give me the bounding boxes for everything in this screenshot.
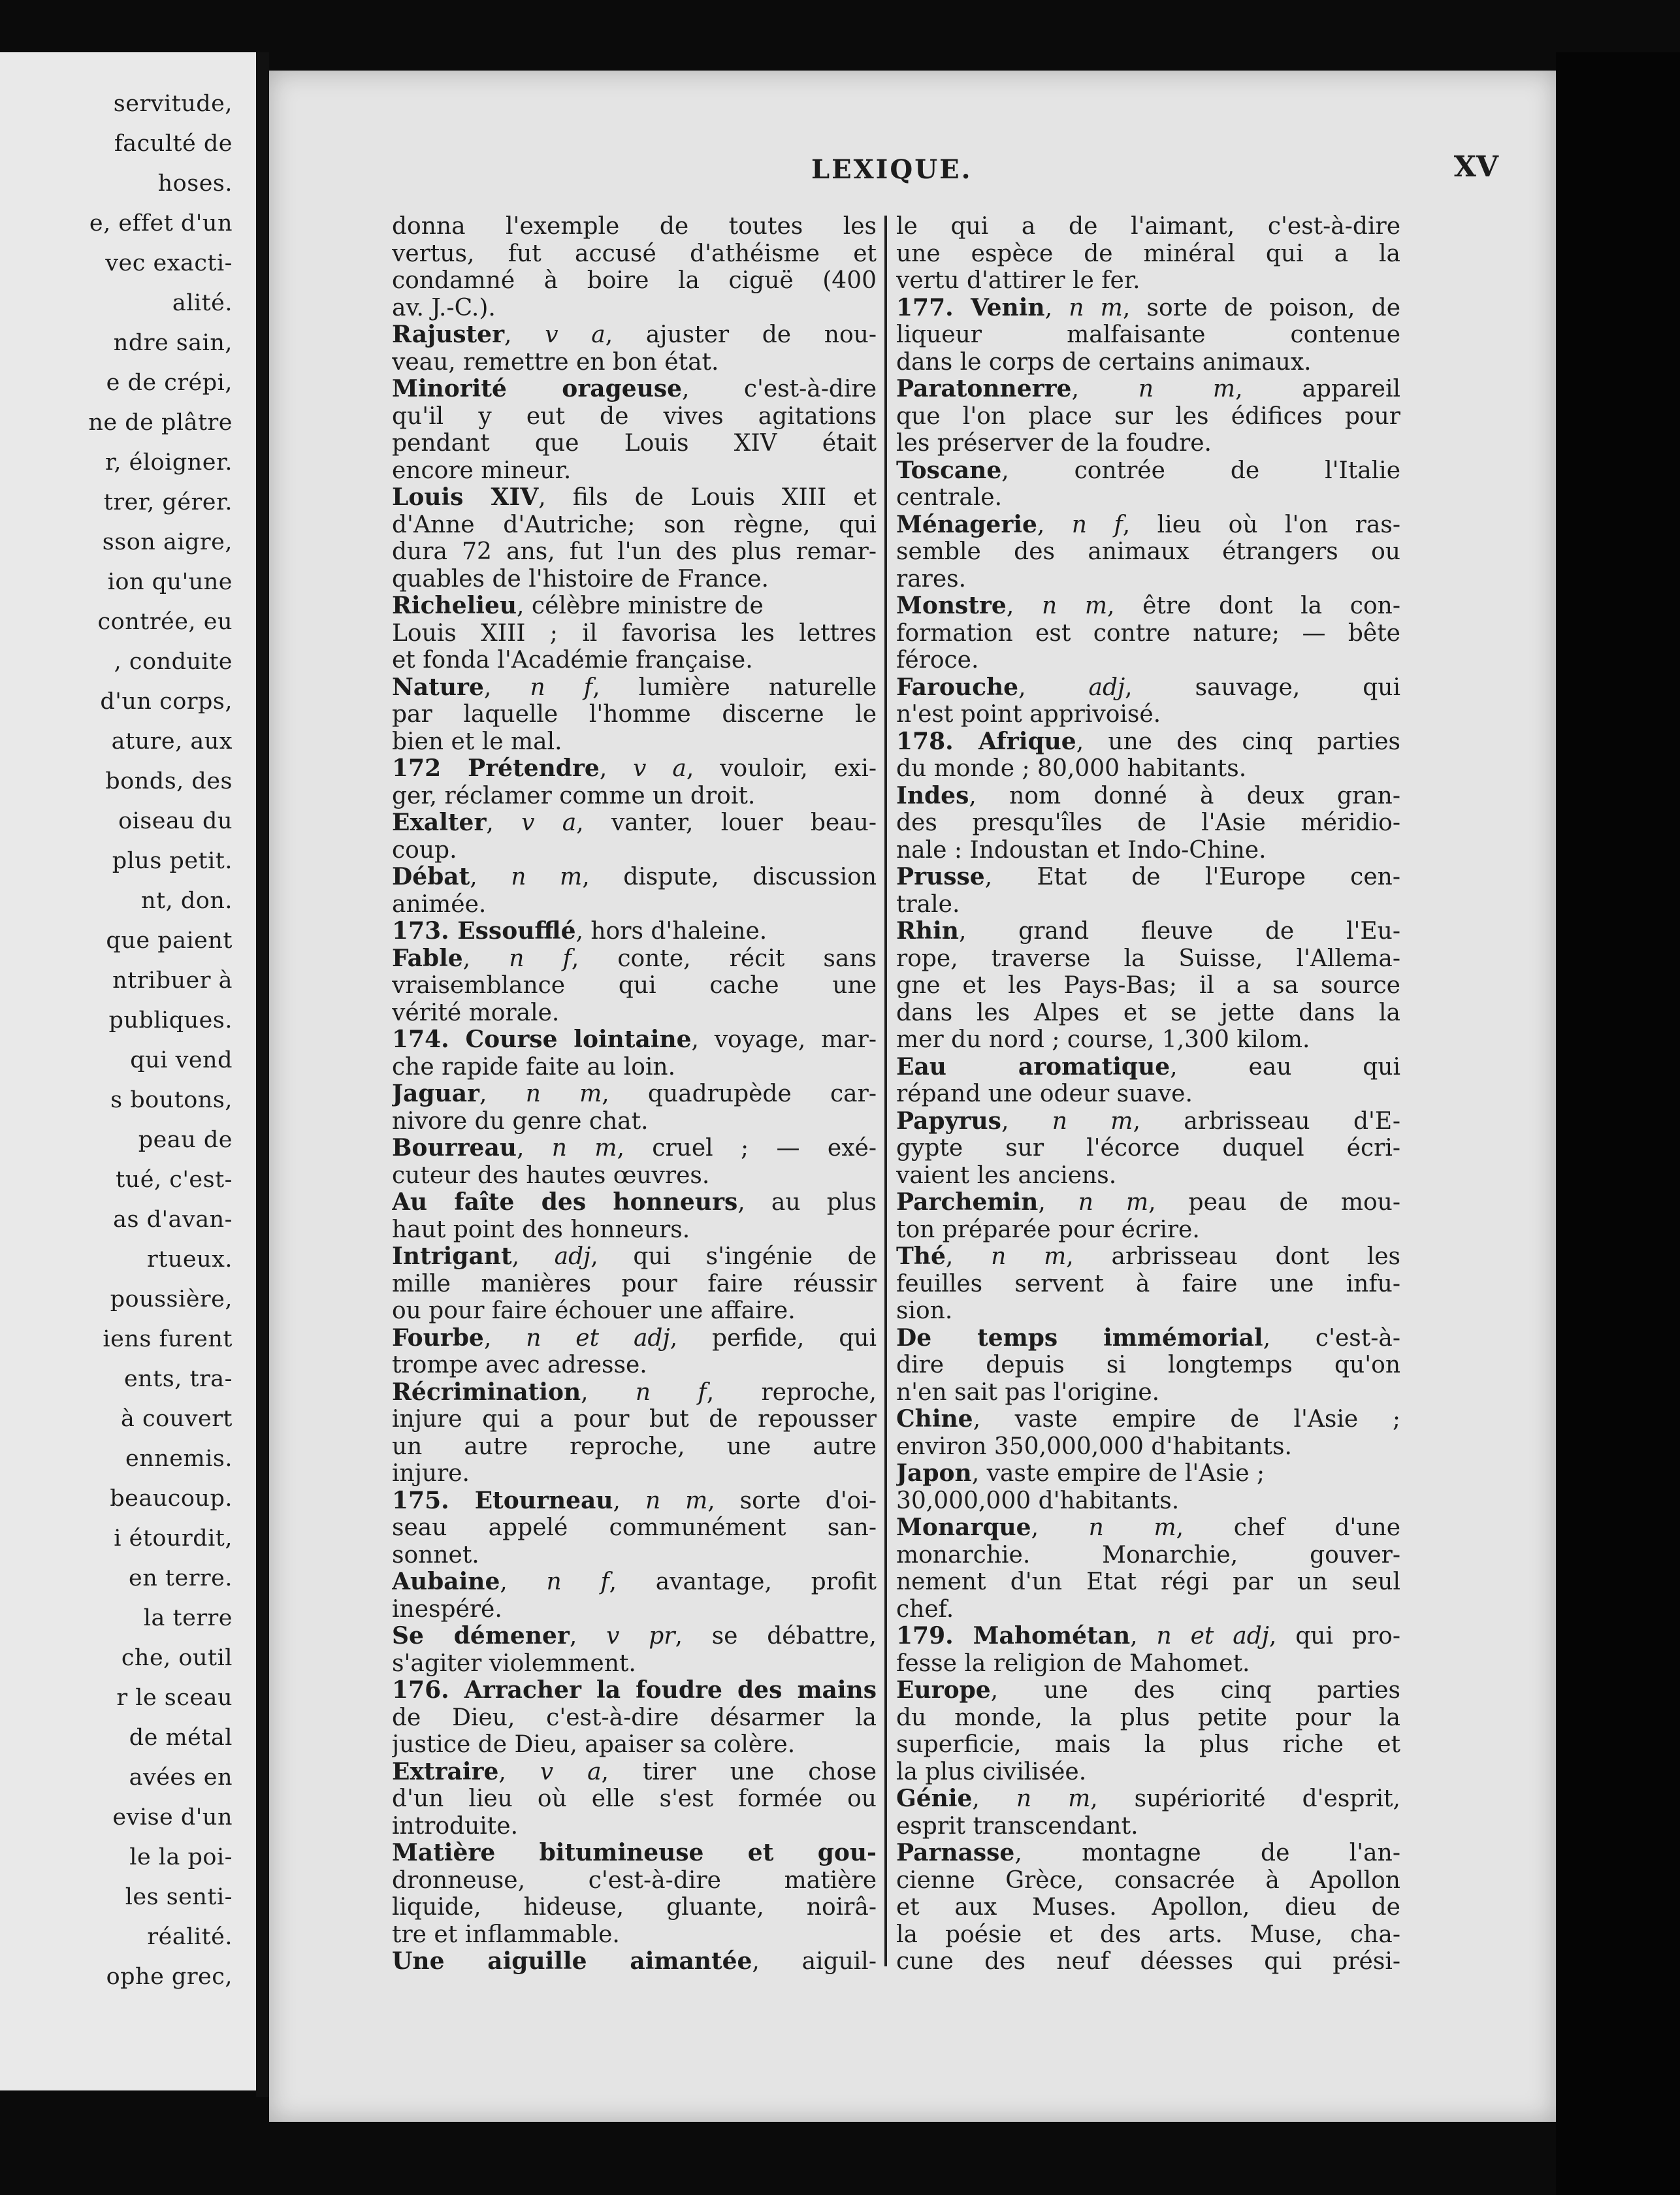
text-line: cienne Grèce, consacrée à Apollon bbox=[896, 1866, 1400, 1894]
text-line: vraisemblance qui cache une bbox=[392, 972, 877, 999]
fragment-line: beaucoup. bbox=[110, 1486, 233, 1512]
text-line: Génie, n m, supériorité d'esprit, bbox=[896, 1785, 1400, 1812]
fragment-line: le la poi- bbox=[129, 1844, 233, 1870]
column-divider bbox=[884, 216, 887, 1966]
text-line: cune des neuf déesses qui prési- bbox=[896, 1948, 1400, 1975]
fragment-line: alité. bbox=[172, 290, 233, 316]
text-line: cuteur des hautes œuvres. bbox=[392, 1162, 710, 1189]
text-line: 177. Venin, n m, sorte de poison, de bbox=[896, 294, 1400, 321]
text-line: Extraire, v a, tirer une chose bbox=[392, 1758, 877, 1785]
text-line: sonnet. bbox=[392, 1541, 479, 1569]
text-line: trale. bbox=[896, 890, 960, 918]
text-line: De temps immémorial, c'est-à- bbox=[896, 1324, 1400, 1352]
fragment-line: ophe grec, bbox=[106, 1964, 233, 1990]
text-line: fesse la religion de Mahomet. bbox=[896, 1650, 1250, 1677]
page-title: LEXIQUE. bbox=[811, 154, 973, 185]
text-line: Exalter, v a, vanter, louer beau- bbox=[392, 809, 877, 836]
text-line: animée. bbox=[392, 890, 487, 918]
fragment-line: oiseau du bbox=[118, 808, 233, 834]
text-line: ou pour faire échouer une affaire. bbox=[392, 1297, 796, 1324]
text-line: injure. bbox=[392, 1460, 470, 1487]
fragment-line: ndre sain, bbox=[113, 330, 233, 356]
text-line: une espèce de minéral qui a la bbox=[896, 240, 1400, 267]
text-line: monarchie. Monarchie, gouver- bbox=[896, 1541, 1400, 1569]
fragment-line: faculté de bbox=[114, 131, 233, 157]
fragment-line: ion qu'une bbox=[107, 569, 233, 595]
text-line: s'agiter violemment. bbox=[392, 1650, 636, 1677]
text-line: tre et inflammable. bbox=[392, 1921, 620, 1948]
text-line: et fonda l'Académie française. bbox=[392, 647, 753, 674]
text-line: Jaguar, n m, quadrupède car- bbox=[392, 1081, 877, 1107]
text-line: du monde ; 80,000 habitants. bbox=[896, 755, 1247, 782]
text-line: feuilles servent à faire une infu- bbox=[896, 1270, 1400, 1297]
text-line: justice de Dieu, apaiser sa colère. bbox=[392, 1731, 796, 1758]
text-line: 30,000,000 d'habitants. bbox=[896, 1487, 1180, 1514]
fragment-line: tué, c'est- bbox=[116, 1167, 233, 1193]
text-line: liqueur malfaisante contenue bbox=[896, 321, 1400, 348]
fragment-line: d'un corps, bbox=[100, 689, 233, 715]
text-line: 176. Arracher la foudre des mains bbox=[392, 1677, 877, 1704]
text-line: Richelieu, célèbre ministre de bbox=[392, 593, 764, 619]
fragment-line: que paient bbox=[106, 928, 233, 954]
text-line: mer du nord ; course, 1,300 kilom. bbox=[896, 1026, 1310, 1053]
text-line: d'un lieu où elle s'est formée ou bbox=[392, 1785, 877, 1812]
text-line: Eau aromatique, eau qui bbox=[896, 1053, 1400, 1081]
text-line: chef. bbox=[896, 1595, 954, 1623]
text-line: la plus civilisée. bbox=[896, 1758, 1087, 1785]
text-line: seau appelé communément san- bbox=[392, 1514, 877, 1541]
text-line: 178. Afrique, une des cinq parties bbox=[896, 728, 1400, 755]
fragment-line: as d'avan- bbox=[113, 1207, 233, 1233]
fragment-line: ennemis. bbox=[125, 1446, 233, 1472]
text-line: Nature, n f, lumière naturelle bbox=[392, 674, 877, 701]
fragment-line: les senti- bbox=[125, 1884, 233, 1910]
fragment-line: peau de bbox=[138, 1127, 233, 1153]
text-line: rares. bbox=[896, 565, 967, 593]
text-line: les préserver de la foudre. bbox=[896, 430, 1212, 457]
text-line: le qui a de l'aimant, c'est-à-dire bbox=[896, 213, 1400, 240]
text-line: Monarque, n m, chef d'une bbox=[896, 1514, 1400, 1541]
text-line: av. J.-C.). bbox=[392, 294, 496, 321]
fragment-line: hoses. bbox=[157, 171, 233, 197]
text-line: gypte sur l'écorce duquel écri- bbox=[896, 1135, 1400, 1162]
text-line: inespéré. bbox=[392, 1595, 502, 1623]
text-line: qu'il y eut de vives agitations bbox=[392, 402, 877, 430]
fragment-line: , conduite bbox=[114, 649, 233, 675]
text-line: n'en sait pas l'origine. bbox=[896, 1378, 1160, 1406]
text-line: bien et le mal. bbox=[392, 728, 562, 755]
fragment-line: la terre bbox=[143, 1605, 233, 1631]
text-line: coup. bbox=[392, 836, 457, 864]
fragment-line: en terre. bbox=[129, 1565, 233, 1591]
fragment-line: ne de plâtre bbox=[88, 410, 233, 436]
fragment-line: r, éloigner. bbox=[105, 449, 233, 476]
right-column bbox=[896, 213, 1400, 1976]
text-line: Au faîte des honneurs, au plus bbox=[392, 1189, 877, 1216]
text-line: dire depuis si longtemps qu'on bbox=[896, 1352, 1400, 1378]
text-line: Toscane, contrée de l'Italie bbox=[896, 457, 1400, 484]
fragment-line: che, outil bbox=[121, 1645, 233, 1671]
text-line: dronneuse, c'est-à-dire matière bbox=[392, 1866, 877, 1894]
text-line: che rapide faite au loin. bbox=[392, 1053, 676, 1081]
text-line: et aux Muses. Apollon, dieu de bbox=[896, 1894, 1400, 1921]
text-line: Rhin, grand fleuve de l'Eu- bbox=[896, 918, 1400, 945]
text-line: superficie, mais la plus riche et bbox=[896, 1731, 1400, 1758]
text-line: un autre reproche, une autre bbox=[392, 1433, 877, 1460]
text-line: Aubaine, n f, avantage, profit bbox=[392, 1569, 877, 1595]
text-line: liquide, hideuse, gluante, noirâ- bbox=[392, 1894, 877, 1921]
fragment-line: ntribuer à bbox=[112, 967, 233, 994]
text-line: n'est point apprivoisé. bbox=[896, 701, 1161, 728]
text-line: Ménagerie, n f, lieu où l'on ras- bbox=[896, 511, 1400, 538]
text-line: Chine, vaste empire de l'Asie ; bbox=[896, 1406, 1400, 1433]
fragment-line: bonds, des bbox=[105, 768, 233, 794]
page-number: XV bbox=[1453, 150, 1498, 184]
text-line: Matière bitumineuse et gou- bbox=[392, 1840, 877, 1866]
book-spine bbox=[256, 52, 269, 2097]
fragment-line: contrée, eu bbox=[97, 609, 233, 635]
text-line: Louis XIV, fils de Louis XIII et bbox=[392, 484, 877, 511]
text-line: veau, remettre en bon état. bbox=[392, 348, 719, 376]
text-line: Récrimination, n f, reproche, bbox=[392, 1378, 877, 1406]
text-line: par laquelle l'homme discerne le bbox=[392, 701, 877, 728]
text-line: formation est contre nature; — bête bbox=[896, 619, 1400, 647]
text-line: Prusse, Etat de l'Europe cen- bbox=[896, 864, 1400, 890]
text-line: Parnasse, montagne de l'an- bbox=[896, 1840, 1400, 1866]
fragment-line: i étourdit, bbox=[114, 1525, 233, 1552]
text-line: dans le corps de certains animaux. bbox=[896, 348, 1312, 376]
page bbox=[269, 71, 1556, 2122]
fragment-line: publiques. bbox=[108, 1007, 233, 1033]
text-line: Europe, une des cinq parties bbox=[896, 1677, 1400, 1704]
text-line: Monstre, n m, être dont la con- bbox=[896, 593, 1400, 619]
text-line: 174. Course lointaine, voyage, mar- bbox=[392, 1026, 877, 1053]
fragment-line: de métal bbox=[129, 1725, 233, 1751]
text-line: introduite. bbox=[392, 1812, 519, 1840]
text-line: Fable, n f, conte, récit sans bbox=[392, 945, 877, 972]
text-line: Une aiguille aimantée, aiguil- bbox=[392, 1948, 877, 1975]
text-line: rope, traverse la Suisse, l'Allema- bbox=[896, 945, 1400, 972]
text-line: trompe avec adresse. bbox=[392, 1352, 647, 1378]
text-line: nale : Indoustan et Indo-Chine. bbox=[896, 836, 1267, 864]
fragment-line: ature, aux bbox=[111, 728, 233, 755]
fragment-line: evise d'un bbox=[112, 1804, 233, 1830]
text-line: féroce. bbox=[896, 647, 979, 674]
fragment-line: qui vend bbox=[130, 1047, 233, 1073]
text-line: quables de l'histoire de France. bbox=[392, 565, 769, 593]
text-line: du monde, la plus petite pour la bbox=[896, 1704, 1400, 1731]
scan-border bbox=[1556, 52, 1680, 2195]
text-line: semble des animaux étrangers ou bbox=[896, 538, 1400, 565]
text-line: des presqu'îles de l'Asie méridio- bbox=[896, 809, 1400, 836]
fragment-line: sson aigre, bbox=[102, 529, 233, 555]
fragment-line: rtueux. bbox=[147, 1246, 233, 1273]
text-line: Paratonnerre, n m, appareil bbox=[896, 376, 1400, 402]
text-line: vaient les anciens. bbox=[896, 1162, 1117, 1189]
text-line: vérité morale. bbox=[392, 999, 560, 1026]
fragment-line: plus petit. bbox=[112, 848, 233, 874]
text-line: Thé, n m, arbrisseau dont les bbox=[896, 1243, 1400, 1270]
fragment-line: nt, don. bbox=[140, 888, 233, 914]
text-line: nement d'un Etat régi par un seul bbox=[896, 1569, 1400, 1595]
text-line: Se démener, v pr, se débattre, bbox=[392, 1623, 877, 1650]
text-line: Intrigant, adj, qui s'ingénie de bbox=[392, 1243, 877, 1270]
text-line: mille manières pour faire réussir bbox=[392, 1270, 877, 1297]
text-line: sion. bbox=[896, 1297, 953, 1324]
fragment-line: trer, gérer. bbox=[103, 489, 233, 515]
text-line: Fourbe, n et adj, perfide, qui bbox=[392, 1324, 877, 1352]
left-column bbox=[392, 213, 877, 1976]
text-line: Parchemin, n m, peau de mou- bbox=[896, 1189, 1400, 1216]
text-line: de Dieu, c'est-à-dire désarmer la bbox=[392, 1704, 877, 1731]
text-line: vertu d'attirer le fer. bbox=[896, 267, 1140, 294]
fragment-line: avées en bbox=[129, 1764, 233, 1791]
fragment-line: à couvert bbox=[121, 1406, 233, 1432]
text-line: ton préparée pour écrire. bbox=[896, 1216, 1200, 1243]
fragment-line: servitude, bbox=[113, 91, 233, 117]
text-line: 179. Mahométan, n et adj, qui pro- bbox=[896, 1623, 1400, 1650]
text-line: ger, réclamer comme un droit. bbox=[392, 782, 756, 809]
text-line: nivore du genre chat. bbox=[392, 1107, 649, 1135]
text-line: 175. Etourneau, n m, sorte d'oi- bbox=[392, 1487, 877, 1514]
fragment-line: e de crépi, bbox=[106, 370, 233, 396]
text-line: condamné à boire la ciguë (400 bbox=[392, 267, 877, 294]
text-line: Japon, vaste empire de l'Asie ; bbox=[896, 1460, 1265, 1487]
text-line: dans les Alpes et se jette dans la bbox=[896, 999, 1400, 1026]
fragment-line: ents, tra- bbox=[123, 1366, 233, 1392]
text-line: pendant que Louis XIV était bbox=[392, 430, 877, 457]
text-line: donna l'exemple de toutes les bbox=[392, 213, 877, 240]
text-line: Minorité orageuse, c'est-à-dire bbox=[392, 376, 877, 402]
text-line: esprit transcendant. bbox=[896, 1812, 1139, 1840]
text-line: haut point des honneurs. bbox=[392, 1216, 690, 1243]
text-line: Indes, nom donné à deux gran- bbox=[896, 782, 1400, 809]
fragment-line: r le sceau bbox=[116, 1685, 233, 1711]
text-line: dura 72 ans, fut l'un des plus remar- bbox=[392, 538, 877, 565]
text-line: Farouche, adj, sauvage, qui bbox=[896, 674, 1400, 701]
text-line: répand une odeur suave. bbox=[896, 1081, 1193, 1107]
text-line: injure qui a pour but de repousser bbox=[392, 1406, 877, 1433]
text-line: Papyrus, n m, arbrisseau d'E- bbox=[896, 1107, 1400, 1135]
text-line: environ 350,000,000 d'habitants. bbox=[896, 1433, 1292, 1460]
text-line: la poésie et des arts. Muse, cha- bbox=[896, 1921, 1400, 1948]
text-line: gne et les Pays-Bas; il a sa source bbox=[896, 972, 1400, 999]
text-line: vertus, fut accusé d'athéisme et bbox=[392, 240, 877, 267]
fragment-line: s boutons, bbox=[110, 1087, 233, 1113]
text-line: centrale. bbox=[896, 484, 1003, 511]
text-line: 173. Essoufflé, hors d'haleine. bbox=[392, 918, 767, 945]
text-line: 172 Prétendre, v a, vouloir, exi- bbox=[392, 755, 877, 782]
left-page-fragment bbox=[0, 52, 256, 2090]
fragment-line: vec exacti- bbox=[105, 250, 233, 276]
fragment-line: poussière, bbox=[110, 1286, 233, 1312]
text-line: Rajuster, v a, ajuster de nou- bbox=[392, 321, 877, 348]
text-line: Bourreau, n m, cruel ; — exé- bbox=[392, 1135, 877, 1162]
text-line: Débat, n m, dispute, discussion bbox=[392, 864, 877, 890]
fragment-line: réalité. bbox=[147, 1924, 233, 1950]
fragment-line: iens furent bbox=[103, 1326, 233, 1352]
text-line: encore mineur. bbox=[392, 457, 572, 484]
text-line: Louis XIII ; il favorisa les lettres bbox=[392, 619, 877, 647]
text-line: que l'on place sur les édifices pour bbox=[896, 402, 1400, 430]
text-line: d'Anne d'Autriche; son règne, qui bbox=[392, 511, 877, 538]
fragment-line: e, effet d'un bbox=[89, 210, 233, 236]
